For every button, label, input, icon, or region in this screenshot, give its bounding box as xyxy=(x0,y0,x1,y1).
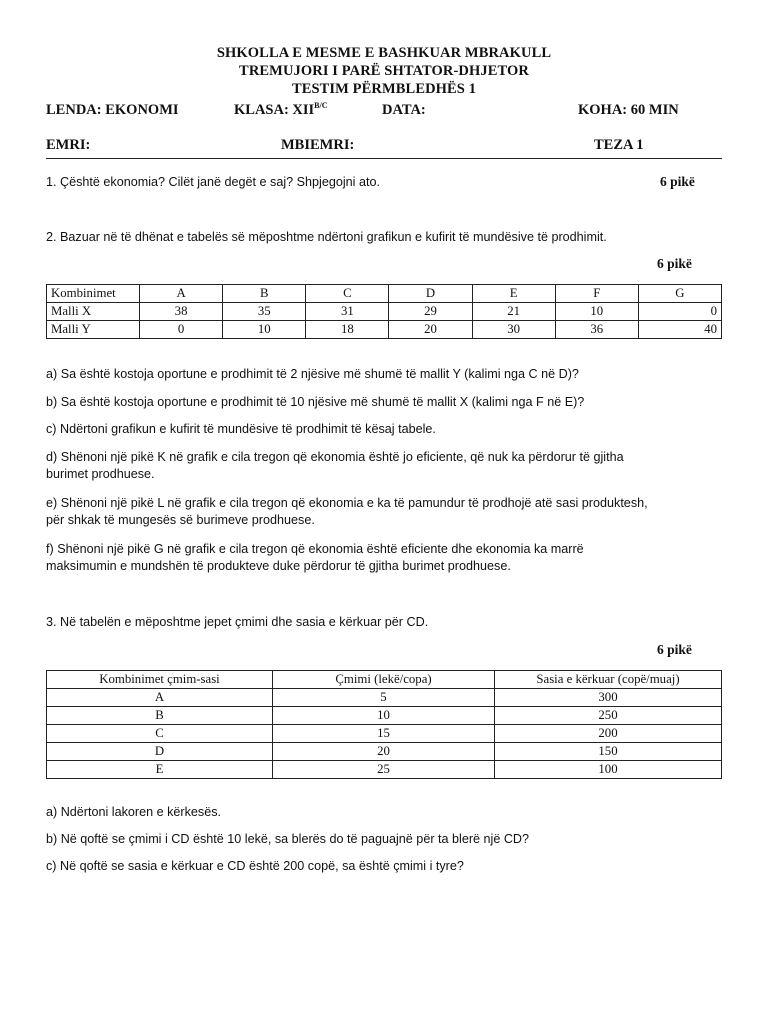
question-2c: c) Ndërtoni grafikun e kufirit të mundësive të prodhimit të kësaj tabele. xyxy=(46,422,436,436)
table-cell: 18 xyxy=(306,321,389,339)
table-cell: 0 xyxy=(638,303,721,321)
table-cell: 10 xyxy=(273,707,495,725)
exam-header xyxy=(0,44,768,98)
ppf-table xyxy=(46,284,722,339)
table-header-row xyxy=(47,285,722,303)
table-row xyxy=(47,743,722,761)
table-cell: G xyxy=(638,285,721,303)
question-2e-line-1: e) Shënoni një pikë L në grafik e cila tregon që ekonomia e ka të pamundur të prodhojë atë sasi produktesh, xyxy=(46,496,648,510)
table-cell: 15 xyxy=(273,725,495,743)
subject-label: LENDA: EKONOMI xyxy=(46,102,179,118)
table-cell: 100 xyxy=(495,761,722,779)
table-cell: 40 xyxy=(638,321,721,339)
table-cell: A xyxy=(140,285,223,303)
table-row xyxy=(47,303,722,321)
table-cell: 30 xyxy=(472,321,555,339)
table-cell: D xyxy=(47,743,273,761)
table-cell: Malli Y xyxy=(47,321,140,339)
question-2d-line-1: d) Shënoni një pikë K në grafik e cila tregon që ekonomia është jo eficiente, që nuk ka përdorur të gjitha xyxy=(46,450,624,464)
table-cell: 20 xyxy=(389,321,472,339)
table-row xyxy=(47,321,722,339)
question-2d-line-2: burimet prodhuese. xyxy=(46,467,155,481)
header-rule xyxy=(46,158,722,159)
table-row xyxy=(47,707,722,725)
table-cell: Sasia e kërkuar (copë/muaj) xyxy=(495,671,722,689)
table-row xyxy=(47,761,722,779)
question-2e-line-2: për shkak të mungesës së burimeve prodhuese. xyxy=(46,513,315,527)
table-cell: E xyxy=(472,285,555,303)
table-cell: B xyxy=(223,285,306,303)
table-cell: 5 xyxy=(273,689,495,707)
question-3: 3. Në tabelën e mëposhtme jepet çmimi dhe sasia e kërkuar për CD. xyxy=(46,615,429,629)
question-2f-line-1: f) Shënoni një pikë G në grafik e cila tregon që ekonomia është eficiente dhe ekonomia ka marrë xyxy=(46,542,584,556)
question-2: 2. Bazuar në të dhënat e tabelës së mëposhtme ndërtoni grafikun e kufirit të mundësive të prodhimit. xyxy=(46,230,607,244)
time-label: KOHA: 60 MIN xyxy=(578,102,679,118)
surname-label: MBIEMRI: xyxy=(281,137,355,153)
table-cell: 10 xyxy=(223,321,306,339)
class-value: KLASA: XII xyxy=(234,102,315,118)
table-cell: E xyxy=(47,761,273,779)
test-title: TESTIM PËRMBLEDHËS 1 xyxy=(291,81,477,97)
table-cell: Çmimi (lekë/copa) xyxy=(273,671,495,689)
table-cell: 35 xyxy=(223,303,306,321)
table-header-row xyxy=(47,671,722,689)
table-cell: 25 xyxy=(273,761,495,779)
question-1-points: 6 pikë xyxy=(660,174,695,189)
table-cell: A xyxy=(47,689,273,707)
name-label: EMRI: xyxy=(46,137,91,153)
table-cell: 31 xyxy=(306,303,389,321)
question-1: 1. Çështë ekonomia? Cilët janë degët e saj? Shpjegojni ato. xyxy=(46,175,380,189)
date-label: DATA: xyxy=(382,102,426,118)
table-cell: 300 xyxy=(495,689,722,707)
table-cell: 10 xyxy=(555,303,638,321)
table-cell: C xyxy=(47,725,273,743)
school-name: SHKOLLA E MESME E BASHKUAR MBRAKULL xyxy=(216,45,552,61)
table-cell: F xyxy=(555,285,638,303)
table-cell: 150 xyxy=(495,743,722,761)
table-cell: 0 xyxy=(140,321,223,339)
table-cell: Kombinimet çmim-sasi xyxy=(47,671,273,689)
question-3b: b) Në qoftë se çmimi i CD është 10 lekë, sa blerës do të paguajnë për ta blerë një CD? xyxy=(46,832,530,846)
term-title: TREMUJORI I PARË SHTATOR-DHJETOR xyxy=(239,63,529,79)
table-cell: C xyxy=(306,285,389,303)
table-cell: D xyxy=(389,285,472,303)
table-cell: 21 xyxy=(472,303,555,321)
table-cell: 250 xyxy=(495,707,722,725)
table-cell: Malli X xyxy=(47,303,140,321)
question-3c: c) Në qoftë se sasia e kërkuar e CD është 200 copë, sa është çmimi i tyre? xyxy=(46,859,464,873)
demand-table xyxy=(46,670,722,779)
table-cell: 38 xyxy=(140,303,223,321)
class-section: B/C xyxy=(314,101,328,110)
table-cell: 36 xyxy=(555,321,638,339)
question-3-points: 6 pikë xyxy=(657,642,692,657)
table-row xyxy=(47,725,722,743)
question-2b: b) Sa është kostoja oportune e prodhimit të 10 njësive më shumë të mallit X (kalimi nga F në E)? xyxy=(46,395,585,409)
table-cell: Kombinimet xyxy=(47,285,140,303)
table-cell: 29 xyxy=(389,303,472,321)
class-label xyxy=(234,102,328,119)
question-2e xyxy=(46,495,722,529)
question-2-points: 6 pikë xyxy=(657,256,692,271)
table-row xyxy=(47,689,722,707)
question-2d xyxy=(46,449,722,483)
table-cell: 200 xyxy=(495,725,722,743)
question-2f xyxy=(46,541,722,575)
table-cell: B xyxy=(47,707,273,725)
table-cell: 20 xyxy=(273,743,495,761)
question-3a: a) Ndërtoni lakoren e kërkesës. xyxy=(46,805,221,819)
question-2a: a) Sa është kostoja oportune e prodhimit të 2 njësive më shumë të mallit Y (kalimi nga C në D)? xyxy=(46,367,579,381)
thesis-label: TEZA 1 xyxy=(594,137,644,153)
question-2f-line-2: maksimumin e mundshën të produkteve duke përdorur të gjitha burimet prodhuese. xyxy=(46,559,511,573)
